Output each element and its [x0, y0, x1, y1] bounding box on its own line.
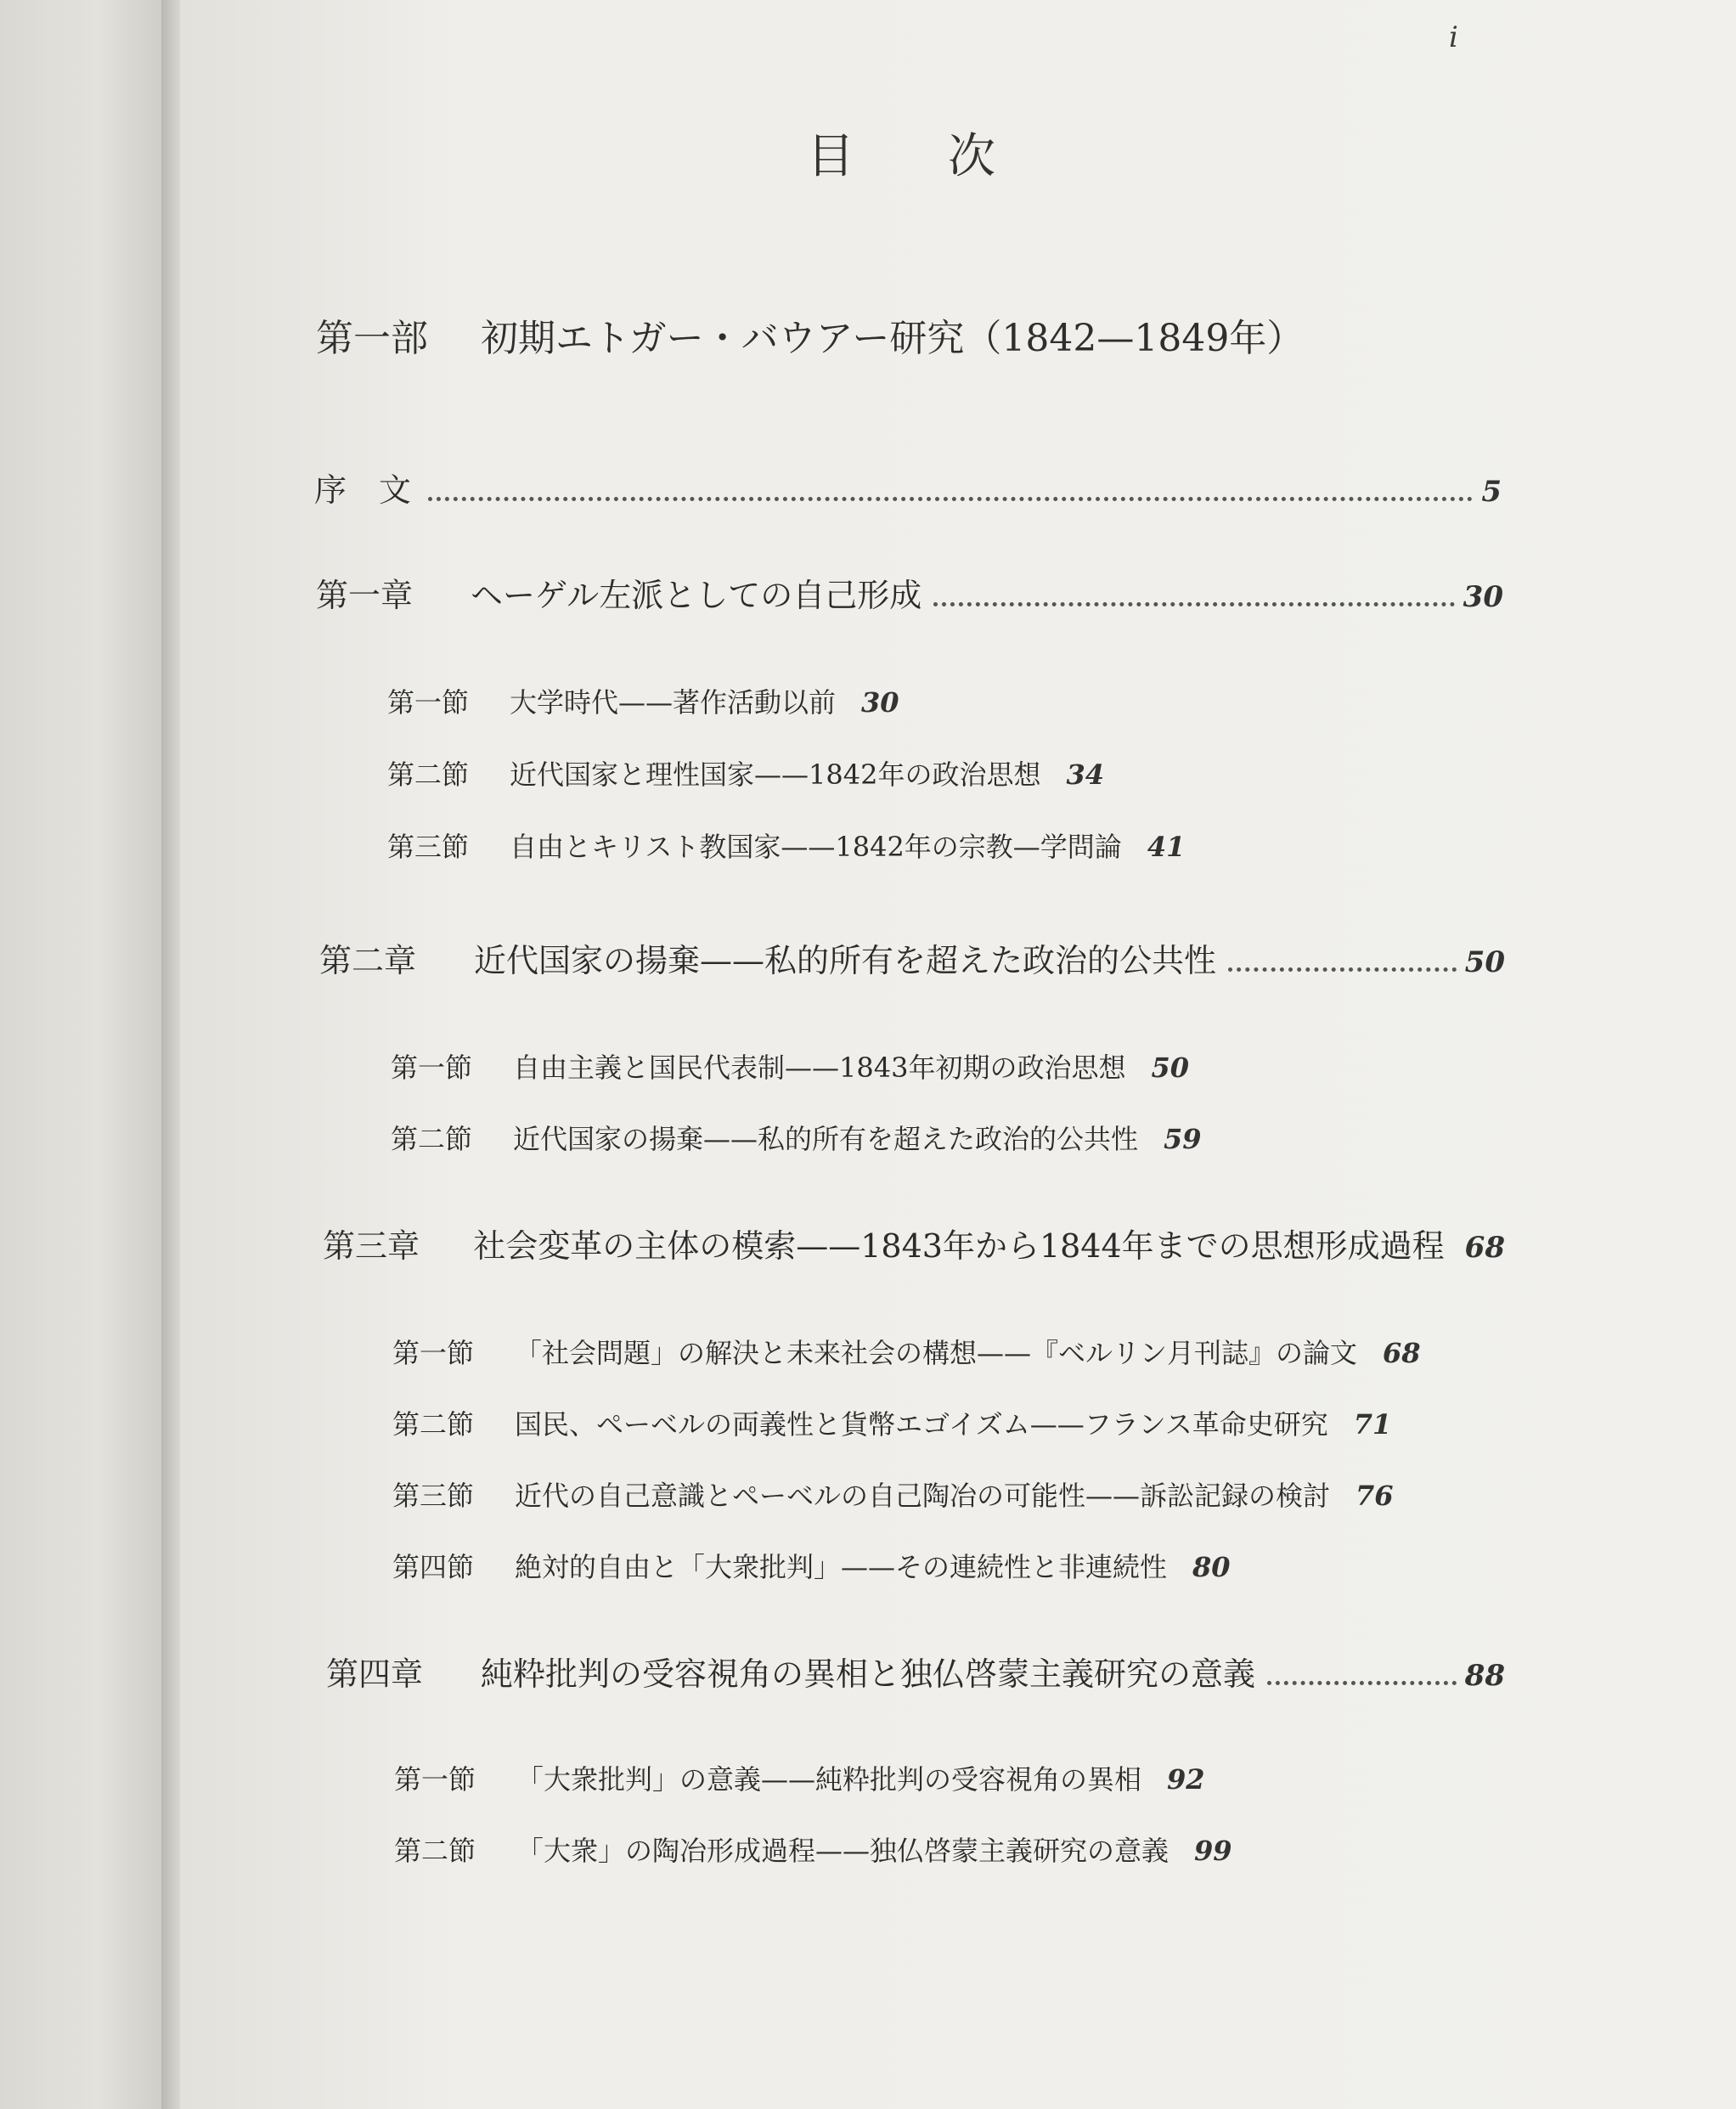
toc-entry-section[interactable] — [387, 681, 899, 720]
toc-entry-section[interactable] — [394, 1830, 1232, 1869]
dot-leader — [428, 497, 1473, 501]
dot-leader — [1228, 967, 1457, 972]
page-ref: 88 — [1464, 1659, 1505, 1693]
chapter-title: 近代国家の揚棄——私的所有を超えた政治的公共性 — [474, 942, 1217, 979]
page-ref: 71 — [1353, 1408, 1392, 1441]
section-title: 自由主義と国民代表制——1843年初期の政治思想 — [513, 1052, 1126, 1084]
section-number: 第二節 — [394, 1835, 476, 1867]
preface-label: 序文 — [314, 471, 444, 509]
section-title: 自由とキリスト教国家——1842年の宗教—学問論 — [510, 831, 1122, 863]
toc-entry-section[interactable] — [392, 1546, 1231, 1585]
section-title: 絶対的自由と「大衆批判」——その連続性と非連続性 — [515, 1551, 1168, 1583]
part-heading — [316, 307, 1304, 362]
toc-entry-section[interactable] — [391, 1046, 1189, 1086]
section-number: 第二節 — [391, 1123, 473, 1155]
adjacent-page-edge — [0, 0, 161, 2109]
page-ref: 34 — [1066, 758, 1104, 791]
section-number: 第一節 — [391, 1052, 473, 1084]
toc-entry-section[interactable] — [392, 1475, 1394, 1514]
toc-entry-chapter-4[interactable] — [326, 1648, 1505, 1695]
toc-entry-preface[interactable] — [314, 464, 1502, 510]
toc-entry-chapter-1[interactable] — [316, 569, 1503, 616]
chapter-number: 第一章 — [316, 577, 414, 614]
page-ref: 59 — [1164, 1123, 1202, 1155]
page-ref: 30 — [861, 686, 899, 719]
chapter-title: 社会変革の主体の模索——1843年から1844年までの思想形成過程 — [473, 1227, 1445, 1265]
section-title: 近代国家の揚棄——私的所有を超えた政治的公共性 — [513, 1123, 1139, 1155]
section-number: 第二節 — [392, 1408, 475, 1441]
page-ref: 68 — [1464, 1231, 1505, 1265]
chapter-number: 第四章 — [326, 1655, 424, 1693]
toc-entry-section[interactable] — [392, 1332, 1421, 1371]
section-title: 「社会問題」の解決と未来社会の構想——『ベルリン月刊誌』の論文 — [515, 1337, 1358, 1369]
section-title: 「大衆批判」の意義——純粋批判の受容視角の異相 — [516, 1763, 1142, 1796]
page-ref: 50 — [1464, 945, 1505, 979]
toc-entry-chapter-2[interactable] — [319, 934, 1505, 981]
toc-title: 目次 — [807, 129, 1089, 184]
section-title: 「大衆」の陶冶形成過程——独仏啓蒙主義研究の意義 — [516, 1835, 1170, 1867]
chapter-number: 第二章 — [319, 942, 417, 979]
chapter-number: 第三章 — [323, 1227, 420, 1265]
page-number: i — [1449, 20, 1458, 54]
section-number: 第三節 — [392, 1480, 475, 1512]
section-number: 第一節 — [394, 1763, 476, 1796]
dot-leader — [1267, 1681, 1457, 1685]
page-ref: 80 — [1192, 1551, 1231, 1583]
toc-entry-section[interactable] — [391, 1118, 1202, 1157]
part-number: 第一部 — [316, 317, 428, 360]
chapter-title: 純粋批判の受容視角の異相と独仏啓蒙主義研究の意義 — [481, 1655, 1256, 1693]
section-title: 近代国家と理性国家——1842年の政治思想 — [510, 758, 1041, 791]
page-ref: 30 — [1463, 580, 1503, 614]
page-ref: 76 — [1356, 1480, 1394, 1512]
book-gutter — [161, 0, 180, 2109]
section-number: 第一節 — [392, 1337, 475, 1369]
section-title: 近代の自己意識とペーベルの自己陶冶の可能性——訴訟記録の検討 — [515, 1480, 1331, 1512]
page-ref: 92 — [1167, 1763, 1205, 1796]
section-number: 第四節 — [392, 1551, 475, 1583]
dot-leader — [933, 602, 1454, 606]
section-number: 第一節 — [387, 686, 470, 719]
toc-entry-section[interactable] — [387, 753, 1104, 792]
part-title: 初期エトガー・バウアー研究（1842—1849年） — [481, 317, 1305, 360]
page-ref: 5 — [1481, 475, 1502, 509]
toc-entry-section[interactable] — [392, 1403, 1391, 1442]
page-ref: 68 — [1383, 1337, 1421, 1369]
section-number: 第三節 — [387, 831, 470, 863]
section-title: 国民、ペーベルの両義性と貨幣エゴイズム——フランス革命史研究 — [515, 1408, 1328, 1441]
page-ref: 50 — [1151, 1052, 1189, 1084]
toc-entry-section[interactable] — [387, 826, 1185, 865]
toc-entry-chapter-3[interactable] — [323, 1220, 1505, 1266]
toc-entry-section[interactable] — [394, 1758, 1205, 1797]
page-ref: 41 — [1147, 831, 1186, 863]
chapter-title: ヘーゲル左派としての自己形成 — [471, 577, 922, 614]
page-ref: 99 — [1194, 1835, 1232, 1867]
section-title: 大学時代——著作活動以前 — [510, 686, 837, 719]
section-number: 第二節 — [387, 758, 470, 791]
